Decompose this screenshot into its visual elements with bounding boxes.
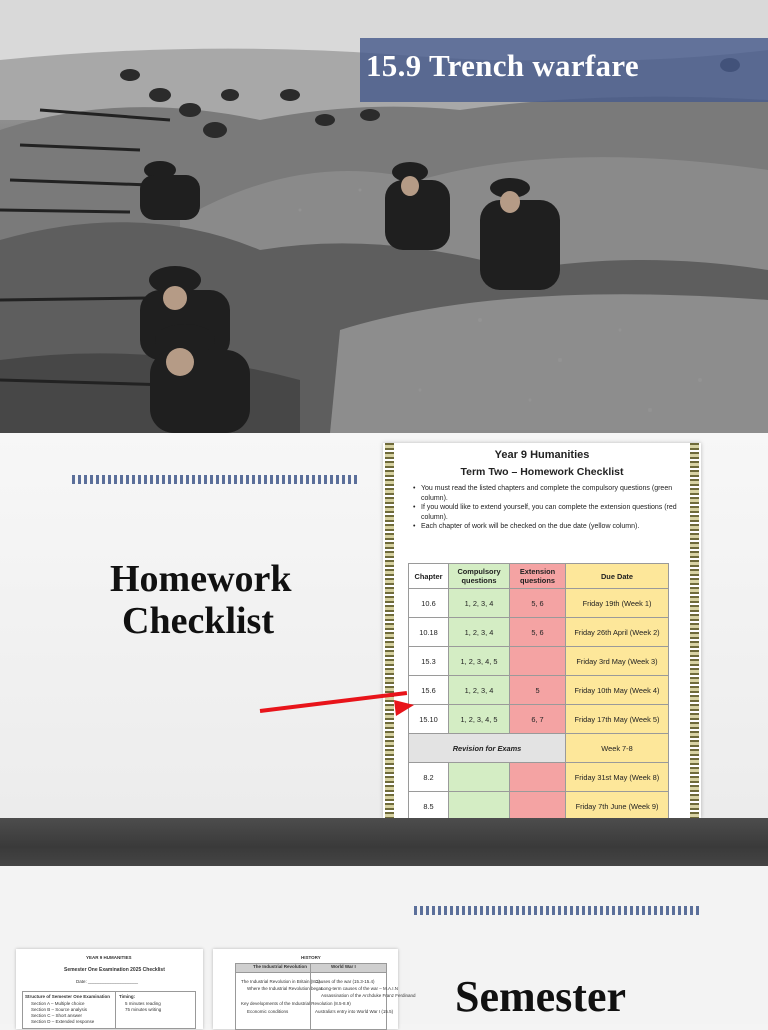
column-header-due-date: Due Date <box>566 564 669 589</box>
heading-line-1: Homework <box>110 558 292 600</box>
homework-checklist-document <box>383 443 701 818</box>
pointer-arrow-head-icon <box>394 696 416 718</box>
cell-extension <box>510 792 566 821</box>
cell-due-date: Friday 7th June (Week 9) <box>566 792 669 821</box>
cell-extension <box>510 763 566 792</box>
table-row <box>409 647 669 676</box>
cell-due-date: Friday 31st May (Week 8) <box>566 763 669 792</box>
column-header-compulsory: Compulsory questions <box>449 564 510 589</box>
document-subheading: Term Two – Homework Checklist <box>460 466 624 478</box>
cell-due-date: Friday 17th May (Week 5) <box>566 705 669 734</box>
table-row <box>409 705 669 734</box>
instruction-item: • Each chapter of work will be checked on the due date (yellow column). <box>413 522 683 532</box>
timing-item: 75 minutes writing <box>125 1007 162 1012</box>
history-topics-thumbnail <box>213 949 416 1029</box>
table-row <box>409 676 669 705</box>
slide-heading: Semester <box>455 972 627 1021</box>
ornamental-border-right <box>690 443 699 818</box>
trench-warfare-photo <box>0 0 768 433</box>
cell-compulsory: 1, 2, 3, 4 <box>449 676 510 705</box>
cell-compulsory: 1, 2, 3, 4, 5 <box>449 705 510 734</box>
slide-divider <box>0 818 768 866</box>
decorative-dash-rule <box>72 475 357 484</box>
cell-due-date: Friday 26th April (Week 2) <box>566 618 669 647</box>
instruction-item: • If you would like to extend yourself, you can complete the extension questions (red column). <box>413 503 683 522</box>
revision-label: Revision for Exams <box>409 734 566 763</box>
cell-due-date: Friday 10th May (Week 4) <box>566 676 669 705</box>
revision-row <box>409 734 669 763</box>
topic-item: Where the Industrial Revolution began <box>247 986 324 991</box>
cell-compulsory: 1, 2, 3, 4 <box>449 618 510 647</box>
cell-compulsory <box>449 792 510 821</box>
table-row <box>409 618 669 647</box>
cell-chapter: 8.2 <box>409 763 449 792</box>
cell-extension <box>510 647 566 676</box>
topic-item: Causes of the war (15.3-15.4) <box>315 979 375 984</box>
cell-chapter: 10.6 <box>409 589 449 618</box>
table-row <box>409 792 669 821</box>
structure-label: Structure of Semester One Examination <box>25 994 111 999</box>
column-header-chapter: Chapter <box>409 564 449 589</box>
thumb-date: Date: ____________________ <box>76 979 139 984</box>
cell-extension: 5, 6 <box>510 618 566 647</box>
cell-compulsory: 1, 2, 3, 4 <box>449 589 510 618</box>
cell-chapter: 15.6 <box>409 676 449 705</box>
heading-line-2: Checklist <box>122 600 274 642</box>
column-header-extension: Extension questions <box>510 564 566 589</box>
slide-title: 15.9 Trench warfare <box>366 48 639 83</box>
cell-due-date: Friday 3rd May (Week 3) <box>566 647 669 676</box>
cell-extension: 5, 6 <box>510 589 566 618</box>
topic-item: Economic conditions <box>247 1009 289 1014</box>
table-row <box>409 589 669 618</box>
cell-compulsory: 1, 2, 3, 4, 5 <box>449 647 510 676</box>
instruction-item: • You must read the listed chapters and complete the compulsory questions (green column). <box>413 484 683 503</box>
timing-label: Timing: <box>119 994 136 999</box>
structure-item: Section D – Extended response <box>31 1019 95 1024</box>
semester-slide <box>0 866 768 1024</box>
homework-checklist-slide <box>0 433 768 818</box>
topic-item: Australia's entry into World War I (15.5) <box>315 1009 394 1014</box>
timing-item: 5 minutes reading <box>125 1001 161 1006</box>
topic-item: The Industrial Revolution in Britain (8.2) <box>241 979 321 984</box>
cell-compulsory <box>449 763 510 792</box>
thumb-col1: The Industrial Revolution <box>253 964 308 969</box>
cell-due-date: Friday 19th (Week 1) <box>566 589 669 618</box>
ornamental-border-left <box>385 443 394 818</box>
exam-checklist-thumbnail <box>16 949 203 1029</box>
revision-due: Week 7-8 <box>566 734 669 763</box>
slide-heading <box>110 558 292 642</box>
cell-chapter: 15.3 <box>409 647 449 676</box>
cell-chapter: 15.10 <box>409 705 449 734</box>
cell-chapter: 10.18 <box>409 618 449 647</box>
cell-extension: 6, 7 <box>510 705 566 734</box>
topic-item: Long-term causes of the war – M.A.I.N <box>321 986 399 991</box>
thumb-info-box <box>22 991 196 1029</box>
cell-extension: 5 <box>510 676 566 705</box>
cell-chapter: 8.5 <box>409 792 449 821</box>
structure-item: Section A – Multiple choice <box>31 1001 85 1006</box>
topic-item: Key developments of the Industrial Revolution (8.5-8.9) <box>241 1001 351 1006</box>
thumb-header: YEAR 9 HUMANITIES <box>86 955 132 960</box>
table-header-row <box>409 564 669 589</box>
homework-table <box>408 563 669 850</box>
structure-item: Section B – Source analysis <box>31 1007 88 1012</box>
table-row <box>409 763 669 792</box>
thumb-title: Semester One Examination 2025 Checklist <box>64 967 165 973</box>
thumb-col2: World War I <box>331 964 356 969</box>
document-heading: Year 9 Humanities <box>494 449 590 461</box>
instruction-list <box>413 484 683 532</box>
thumb-header: HISTORY <box>301 955 321 960</box>
topic-item: Assassination of the Archduke Franz Ferdinand <box>321 993 416 998</box>
structure-item: Section C – Short answer <box>31 1013 83 1018</box>
decorative-dash-rule <box>414 906 700 915</box>
